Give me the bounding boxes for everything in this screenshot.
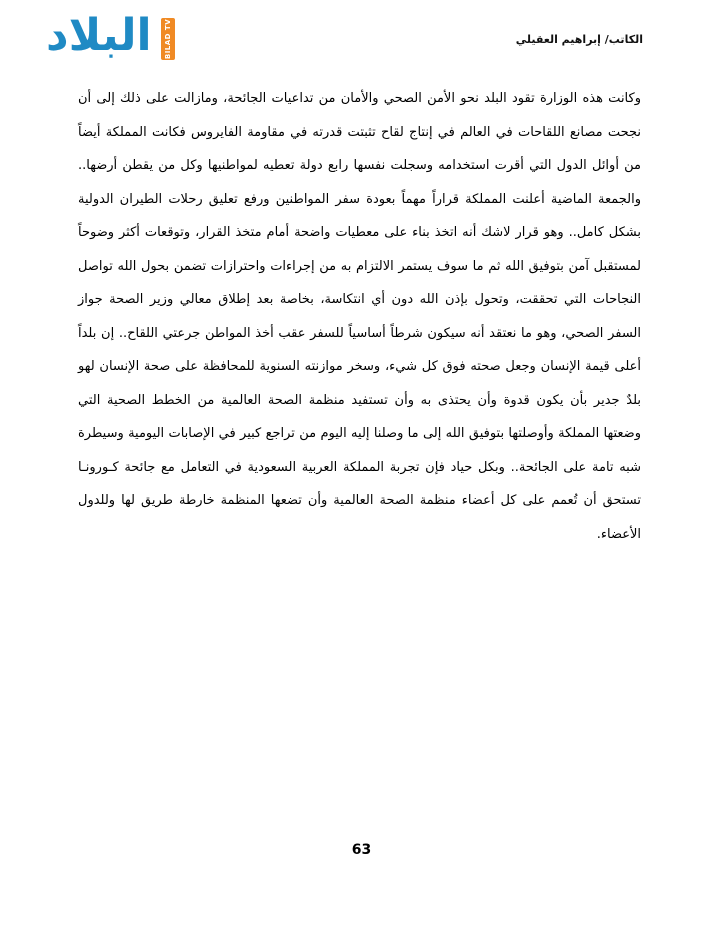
albilad-logo (46, 10, 180, 64)
page-number: 63 (351, 842, 372, 858)
author-name: الكاتب/ إبراهيم العقيلي (515, 33, 643, 46)
logo-wordmark: البلاد (46, 10, 152, 61)
page-header (0, 0, 723, 80)
article-body: وكانت هذه الوزارة تقود البلد نحو الأمن الصحي والأمان من تداعيات الجائحة، ومازالت على ذلك إلى أن نجحت مصانع اللقاحات في العالم في إنتاج لقاح تثبتت قدرته في مقاومة الفايروس فكانت المملكة أيضاً من أوائل الدول التي أقرت استخدامه وسجلت نفسها رابع دولة تعطيه لمواطنيها وكل من يقطن أرضها.. والجمعة الماضية أعلنت المملكة قراراً مهماً بعودة سفر المواطنين ورفع تعليق رحلات الطيران الدولية بشكل كامل.. وهو قرار لاشك أنه اتخذ بناء على معطيات واضحة أمام متخذ القرار، وتوقعات أكثر وضوحاً لمستقبل آمن بتوفيق الله ثم ما سوف يستمر الالتزام به من إجراءات واحترازات تضمن بحول الله تواصل النجاحات التي تحققت، وتحول بإذن الله دون أي انتكاسة، بخاصة بعد إطلاق معالي وزير الصحة جواز السفر الصحي، وهو ما نعتقد أنه سيكون شرطاً أساسياً للسفر عقب أخذ المواطن جرعتي اللقاح.. إن بلداً أعلى قيمة الإنسان وجعل صحته فوق كل شيء، وسخر موازنته السنوية للمحافظة على صحة الإنسان لهو بلدٌ جدير بأن يكون قدوة وأن يحتذى به وأن تستفيد منظمة الصحة العالمية من الخطط الصحية التي وضعتها المملكة وأوصلتها بتوفيق الله إلى ما وصلنا إليه اليوم من تراجع كبير في الإصابات اليومية وسيطرة شبه تامة على الجائحة.. وبكل حياد فإن تجربة المملكة العربية السعودية في التعامل مع جائحة كـورونـا تستحق أن تُعمم على كل أعضاء منظمة الصحة العالمية وأن تضعها المنظمة خارطة طريق لها وللدول الأعضاء. (78, 91, 641, 542)
logo-tv-tag-text: BILAD TV (164, 18, 172, 60)
logo-tv-tag (161, 18, 175, 60)
